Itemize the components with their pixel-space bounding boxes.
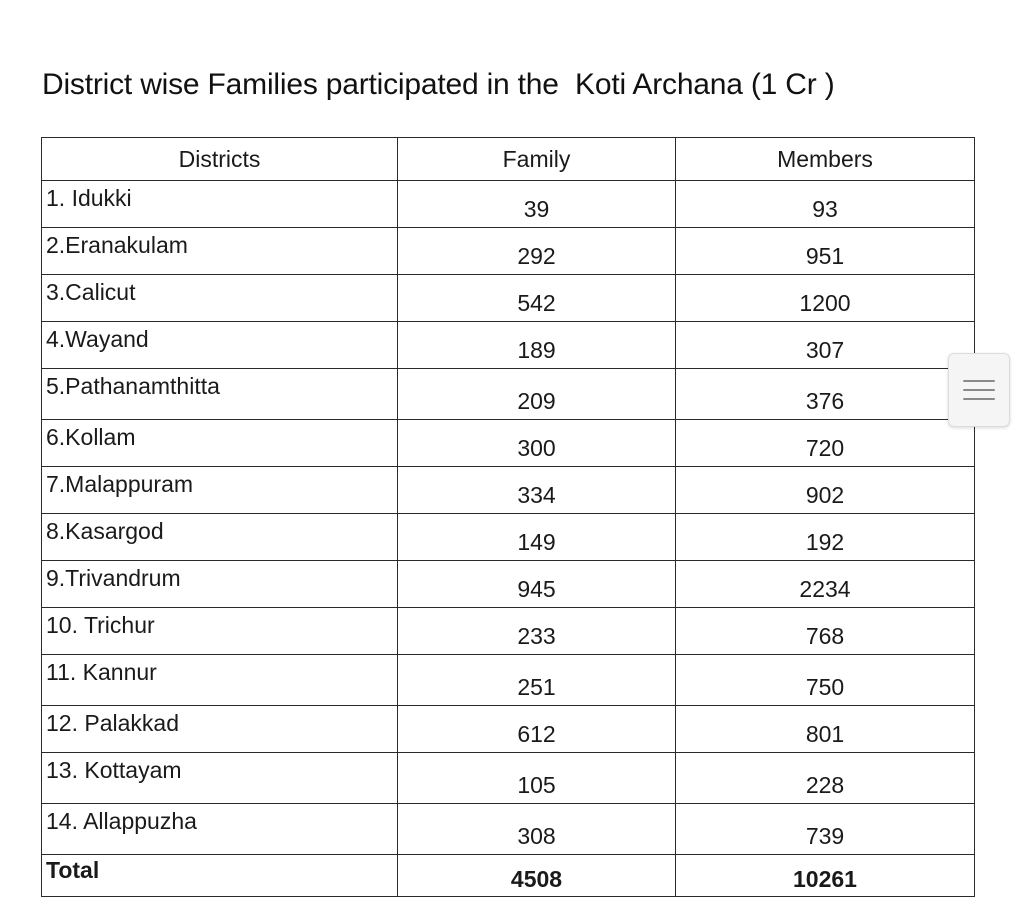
members-count: 192 — [676, 514, 975, 561]
table-row — [42, 228, 975, 275]
district-name: 13. Kottayam — [42, 753, 398, 804]
family-count: 292 — [398, 228, 676, 275]
district-name: 4.Wayand — [42, 322, 398, 369]
members-count: 1200 — [676, 275, 975, 322]
members-count: 902 — [676, 467, 975, 514]
members-count: 801 — [676, 706, 975, 753]
members-count: 228 — [676, 753, 975, 804]
members-count: 376 — [676, 369, 975, 420]
family-count: 149 — [398, 514, 676, 561]
header-districts: Districts — [42, 138, 398, 181]
table-row — [42, 655, 975, 706]
table-row — [42, 561, 975, 608]
family-count: 300 — [398, 420, 676, 467]
total-members: 10261 — [676, 855, 975, 897]
members-count: 768 — [676, 608, 975, 655]
district-name: 2.Eranakulam — [42, 228, 398, 275]
family-count: 542 — [398, 275, 676, 322]
table-row — [42, 608, 975, 655]
family-count: 233 — [398, 608, 676, 655]
total-family: 4508 — [398, 855, 676, 897]
total-label: Total — [42, 855, 398, 897]
district-name: 11. Kannur — [42, 655, 398, 706]
family-count: 308 — [398, 804, 676, 855]
members-count: 93 — [676, 181, 975, 228]
menu-lines-icon — [963, 380, 995, 400]
members-count: 307 — [676, 322, 975, 369]
header-members: Members — [676, 138, 975, 181]
family-count: 612 — [398, 706, 676, 753]
districts-table — [41, 137, 975, 897]
table-row — [42, 420, 975, 467]
family-count: 251 — [398, 655, 676, 706]
family-count: 39 — [398, 181, 676, 228]
table-row — [42, 369, 975, 420]
district-name: 9.Trivandrum — [42, 561, 398, 608]
family-count: 334 — [398, 467, 676, 514]
district-name: 10. Trichur — [42, 608, 398, 655]
document-title: District wise Families participated in the Koti Archana (1 Cr ) — [42, 68, 835, 101]
members-count: 720 — [676, 420, 975, 467]
family-count: 189 — [398, 322, 676, 369]
district-name: 3.Calicut — [42, 275, 398, 322]
family-count: 105 — [398, 753, 676, 804]
table-row — [42, 275, 975, 322]
table-row — [42, 753, 975, 804]
table-row — [42, 467, 975, 514]
family-count: 945 — [398, 561, 676, 608]
district-name: 8.Kasargod — [42, 514, 398, 561]
district-name: 12. Palakkad — [42, 706, 398, 753]
members-count: 739 — [676, 804, 975, 855]
table-row — [42, 514, 975, 561]
members-count: 951 — [676, 228, 975, 275]
district-name: 7.Malappuram — [42, 467, 398, 514]
side-panel-handle[interactable] — [948, 353, 1010, 427]
family-count: 209 — [398, 369, 676, 420]
district-name: 1. Idukki — [42, 181, 398, 228]
district-name: 5.Pathanamthitta — [42, 369, 398, 420]
table-row — [42, 706, 975, 753]
table-header-row — [42, 138, 975, 181]
table-total-row — [42, 855, 975, 897]
table-row — [42, 181, 975, 228]
district-name: 6.Kollam — [42, 420, 398, 467]
members-count: 2234 — [676, 561, 975, 608]
district-name: 14. Allappuzha — [42, 804, 398, 855]
members-count: 750 — [676, 655, 975, 706]
table-row — [42, 322, 975, 369]
header-family: Family — [398, 138, 676, 181]
table-row — [42, 804, 975, 855]
